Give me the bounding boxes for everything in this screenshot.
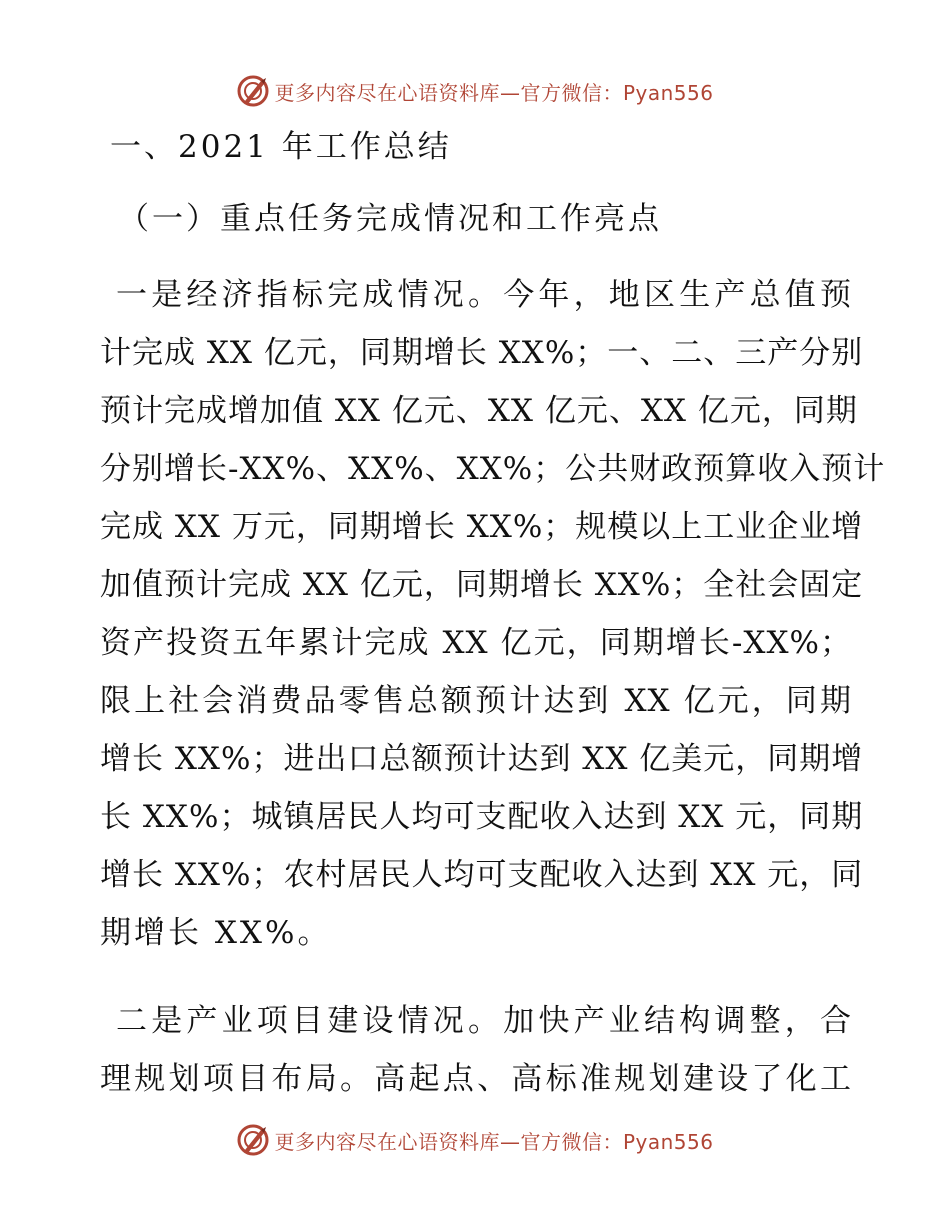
text-line: 二是产业项目建设情况。加快产业结构调整，合 xyxy=(116,1003,852,1039)
text-line: 分别增长-XX%、XX%、XX%；公共财政预算收入预计 xyxy=(100,451,886,487)
pen-logo-icon xyxy=(236,1123,270,1157)
paragraph-economic-indicators xyxy=(100,266,886,962)
text-line: 限上社会消费品零售总额预计达到 XX 亿元，同期 xyxy=(100,683,852,719)
text-line: 计完成 XX 亿元，同期增长 XX%；一、二、三产分别 xyxy=(100,335,864,371)
text-line: 完成 XX 万元，同期增长 XX%；规模以上工业企业增 xyxy=(100,509,864,545)
text-line: 长 XX%；城镇居民人均可支配收入达到 XX 元，同期 xyxy=(100,799,864,835)
text-line: 加值预计完成 XX 亿元，同期增长 XX%；全社会固定 xyxy=(100,567,864,603)
paragraph-industrial-projects xyxy=(100,992,852,1108)
watermark-text: 更多内容尽在心语资料库—官方微信：Pyan556 xyxy=(274,80,714,105)
watermark-header xyxy=(0,71,950,111)
watermark-text: 更多内容尽在心语资料库—官方微信：Pyan556 xyxy=(274,1129,714,1154)
pen-logo-icon xyxy=(236,74,270,108)
document-body xyxy=(100,118,886,1138)
watermark-footer xyxy=(0,1120,950,1160)
subsection-heading: （一）重点任务完成情况和工作亮点 xyxy=(118,201,662,237)
text-line: 预计完成增加值 XX 亿元、XX 亿元、XX 亿元，同期 xyxy=(100,393,858,429)
text-line: 期增长 XX%。 xyxy=(100,915,332,951)
section-heading: 一、2021 年工作总结 xyxy=(110,129,452,165)
text-line: 增长 XX%；农村居民人均可支配收入达到 XX 元，同 xyxy=(100,857,864,893)
text-line: 资产投资五年累计完成 XX 亿元，同期增长-XX%； xyxy=(100,625,852,661)
text-line: 理规划项目布局。高起点、高标准规划建设了化工 xyxy=(100,1061,852,1097)
text-line: 一是经济指标完成情况。今年，地区生产总值预 xyxy=(116,277,852,313)
text-line: 增长 XX%；进出口总额预计达到 XX 亿美元，同期增 xyxy=(100,741,864,777)
